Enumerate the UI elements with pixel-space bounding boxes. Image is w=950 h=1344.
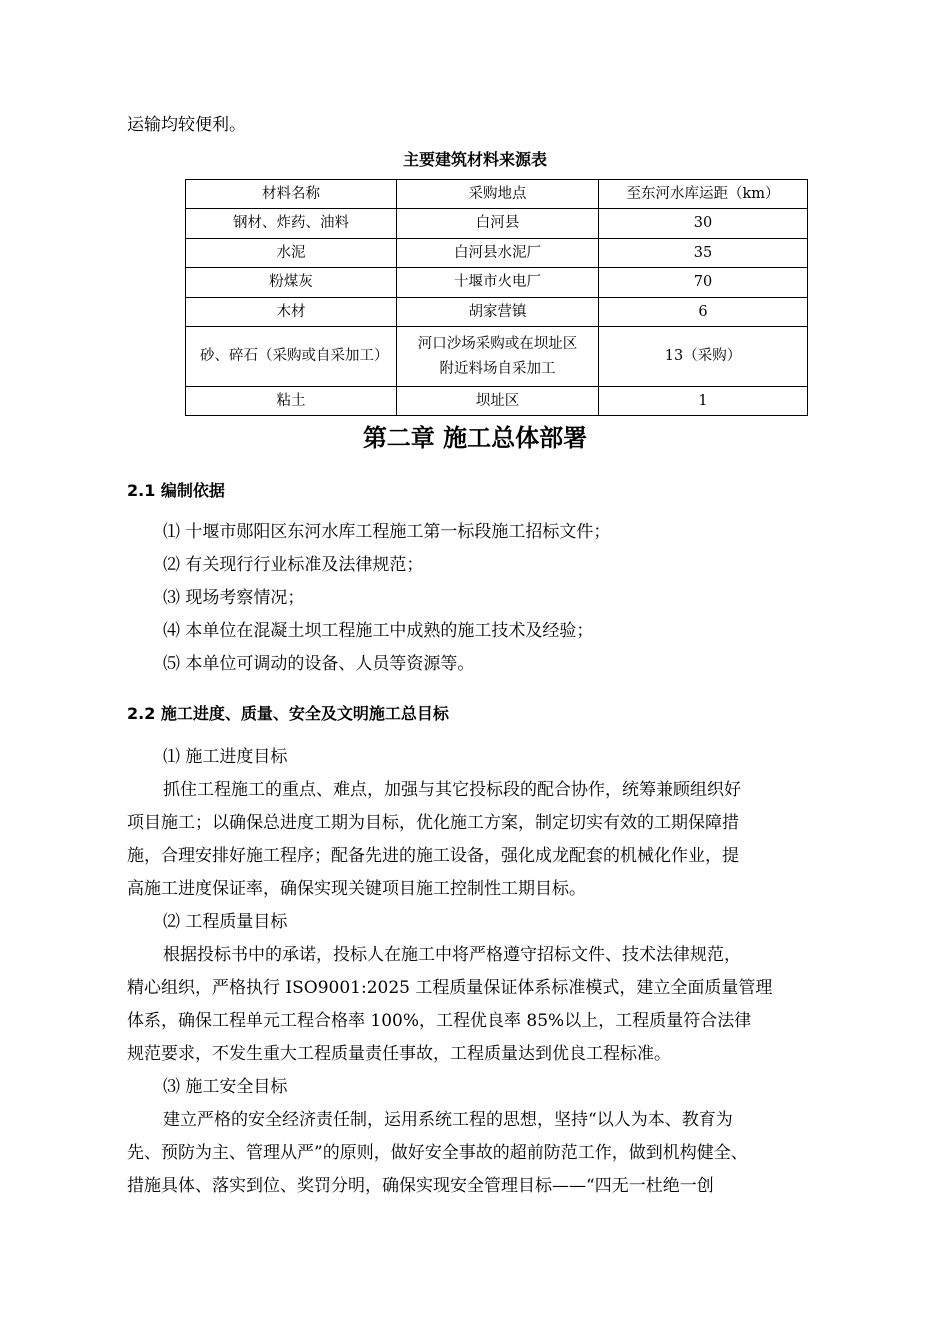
list-item: ⑵ 有关现行行业标准及法律规范； bbox=[163, 555, 424, 575]
paragraph-line: 高施工进度保证率，确保实现关键项目施工控制性工期目标。 bbox=[127, 879, 586, 899]
list-item: ⑸ 本单位可调动的设备、人员等资源等。 bbox=[163, 654, 475, 674]
table-caption: 主要建筑材料来源表 bbox=[402, 150, 547, 169]
table-cell: 70 bbox=[599, 268, 808, 298]
table-header-cell: 至东河水库运距（km） bbox=[599, 180, 808, 209]
section-heading: 2.1 编制依据 bbox=[127, 481, 225, 500]
table-row bbox=[186, 239, 808, 268]
table-header-cell: 采购地点 bbox=[397, 180, 599, 209]
subsection-title: ⑴ 施工进度目标 bbox=[163, 747, 288, 767]
table-cell: 胡家营镇 bbox=[397, 298, 599, 327]
intro-tail-text: 运输均较便利。 bbox=[127, 115, 246, 135]
table-row bbox=[186, 268, 808, 298]
subsection-title: ⑵ 工程质量目标 bbox=[163, 912, 288, 932]
paragraph-line: 施，合理安排好施工程序；配备先进的施工设备，强化成龙配套的机械化作业，提 bbox=[127, 846, 739, 866]
paragraph-line: 体系，确保工程单元工程合格率 100%，工程优良率 85%以上，工程质量符合法律 bbox=[127, 1011, 752, 1031]
paragraph-line: 根据投标书中的承诺，投标人在施工中将严格遵守招标文件、技术法律规范， bbox=[163, 945, 741, 965]
list-item: ⑷ 本单位在混凝土坝工程施工中成熟的施工技术及经验； bbox=[163, 621, 594, 641]
table-cell: 6 bbox=[599, 298, 808, 327]
table-cell: 钢材、炸药、油料 bbox=[186, 209, 397, 239]
table-cell: 坝址区 bbox=[397, 387, 599, 416]
chapter-title: 第二章 施工总体部署 bbox=[362, 423, 588, 452]
table-row bbox=[186, 298, 808, 327]
list-item: ⑴ 十堰市郧阳区东河水库工程施工第一标段施工招标文件； bbox=[163, 522, 611, 542]
paragraph-line: 精心组织，严格执行 ISO9001:2025 工程质量保证体系标准模式，建立全面质量管理 bbox=[127, 978, 773, 998]
table-row bbox=[186, 209, 808, 239]
paragraph-line: 项目施工；以确保总进度工期为目标，优化施工方案，制定切实有效的工期保障措 bbox=[127, 813, 739, 833]
table-cell: 1 bbox=[599, 387, 808, 416]
materials-table bbox=[185, 179, 808, 416]
table-cell: 粘土 bbox=[186, 387, 397, 416]
table-cell: 35 bbox=[599, 239, 808, 268]
table-header-cell: 材料名称 bbox=[186, 180, 397, 209]
paragraph-line: 建立严格的安全经济责任制，运用系统工程的思想，坚持“以人为本、教育为 bbox=[163, 1110, 733, 1130]
paragraph-line: 措施具体、落实到位、奖罚分明，确保实现安全管理目标——“四无一杜绝一创 bbox=[127, 1176, 714, 1196]
subsection-title: ⑶ 施工安全目标 bbox=[163, 1077, 288, 1097]
table-header-row bbox=[186, 180, 808, 209]
paragraph-line: 规范要求，不发生重大工程质量责任事故，工程质量达到优良工程标准。 bbox=[127, 1044, 671, 1064]
table-cell: 13（采购） bbox=[599, 327, 808, 387]
list-item: ⑶ 现场考察情况； bbox=[163, 588, 305, 608]
table-cell: 十堰市火电厂 bbox=[397, 268, 599, 298]
table-cell: 砂、碎石（采购或自采加工） bbox=[186, 327, 397, 387]
table-row bbox=[186, 387, 808, 416]
table-cell: 水泥 bbox=[186, 239, 397, 268]
table-cell: 粉煤灰 bbox=[186, 268, 397, 298]
table-cell: 白河县 bbox=[397, 209, 599, 239]
table-cell: 河口沙场采购或在坝址区附近料场自采加工 bbox=[397, 327, 599, 387]
table-row bbox=[186, 327, 808, 387]
table-cell: 白河县水泥厂 bbox=[397, 239, 599, 268]
section-heading: 2.2 施工进度、质量、安全及文明施工总目标 bbox=[127, 704, 449, 723]
table-cell: 木材 bbox=[186, 298, 397, 327]
paragraph-line: 抓住工程施工的重点、难点，加强与其它投标段的配合协作，统筹兼顾组织好 bbox=[163, 780, 741, 800]
paragraph-line: 先、预防为主、管理从严”的原则，做好安全事故的超前防范工作，做到机构健全、 bbox=[127, 1143, 748, 1163]
table-cell: 30 bbox=[599, 209, 808, 239]
